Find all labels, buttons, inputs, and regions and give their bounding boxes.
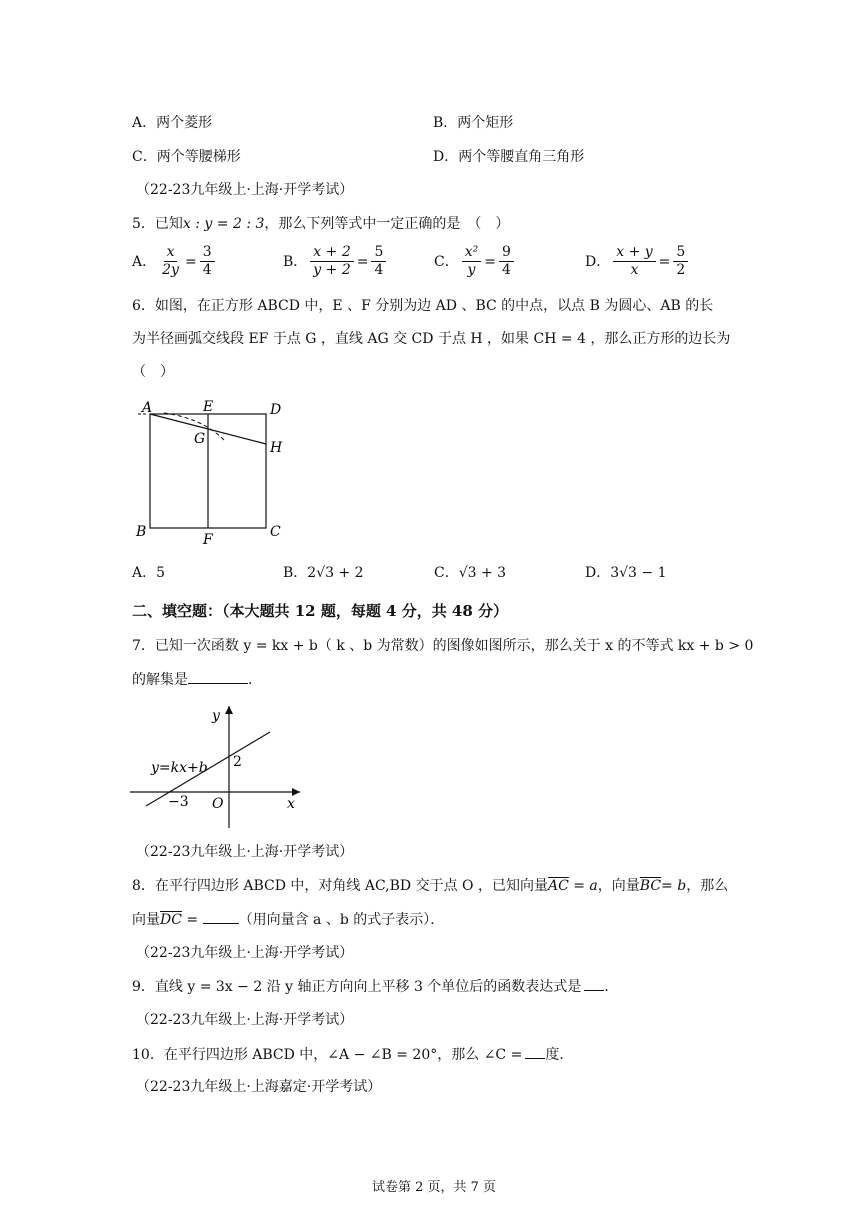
- q4-option-b: B．两个矩形: [433, 115, 514, 131]
- q6-line3: （ ）: [132, 364, 174, 380]
- q9-stem: 9．直线 y = 3x − 2 沿 y 轴正方向向上平移 3 个单位后的函数表达式是 ．: [132, 976, 618, 997]
- q6-square-figure: [132, 396, 302, 546]
- q4-option-d: D．两个等腰直角三角形: [433, 149, 585, 165]
- label-c: C: [270, 524, 281, 540]
- q4-option-c: C．两个等腰梯形: [132, 149, 241, 165]
- label-x: x: [287, 796, 295, 812]
- q5-stem: 5．已知x : y = 2 : 3，那么下列等式中一定正确的是 （ ）: [132, 216, 510, 232]
- q7-line1: 7．已知一次函数 y = kx + b（ k 、b 为常数）的图像如图所示，那么关于 x 的不等式 kx + b > 0: [132, 638, 754, 654]
- q9-source: （22-23九年级上·上海·开学考试）: [136, 1012, 354, 1028]
- label-y: y: [212, 708, 220, 724]
- q4-source: （22-23九年级上·上海·开学考试）: [136, 182, 354, 198]
- y-axis-arrow: [225, 706, 233, 714]
- q5-option-b: B． $\frac{x + 2}{y + 2}$ = $\frac{5}{4}$: [283, 244, 389, 279]
- q5-option-a: A． $\frac{x}{2y}$ = $\frac{3}{4}$: [132, 244, 218, 279]
- q4-option-a: A．两个菱形: [132, 115, 213, 131]
- q6-line2: 为半径画弧交线段 EF 于点 G ，直线 AG 交 CD 于点 H ，如果 CH = 4 ，那么正方形的边长为: [132, 331, 731, 347]
- q10-source: （22-23九年级上·上海嘉定·开学考试）: [136, 1079, 382, 1095]
- q5-option-c: C． $\frac{\text{x²}}{y}$ = $\frac{9}{4}$: [434, 244, 517, 279]
- q8-source: （22-23九年级上·上海·开学考试）: [136, 945, 354, 961]
- q6-option-c: C．√3 + 3: [434, 565, 507, 581]
- q10-answer-blank[interactable]: [525, 1044, 545, 1059]
- page-footer: 试卷第 2 页，共 7 页: [371, 1180, 497, 1195]
- label-origin: O: [212, 796, 224, 812]
- q6-option-b: B．2√3 + 2: [283, 565, 364, 581]
- label-function: y=kx+b: [151, 760, 208, 776]
- q8-line2: 向量$\overline{DC}$ = （用向量含 a 、b 的式子表示）．: [132, 909, 444, 930]
- label-f: F: [203, 532, 213, 546]
- q7-linear-graph: [128, 700, 308, 830]
- q7-source: （22-23九年级上·上海·开学考试）: [136, 844, 354, 860]
- q7-answer-blank[interactable]: [188, 669, 248, 684]
- x-axis-arrow: [292, 788, 300, 796]
- label-h: H: [270, 440, 283, 456]
- section-heading: 二、填空题：（本大题共 12 题，每题 4 分，共 48 分）: [132, 602, 509, 620]
- q5-option-d: D． $\frac{x + y}{x}$ = $\frac{5}{2}$: [585, 244, 691, 279]
- q8-line1: 8．在平行四边形 ABCD 中，对角线 AC,BD 交于点 O ，已知向量$\overline{AC} = a$，向量$\overline{BC}= b$，那么: [132, 878, 729, 894]
- label-a: A: [142, 400, 153, 416]
- label-d: D: [270, 402, 282, 418]
- label-intercept-2: 2: [233, 754, 242, 770]
- q6-line1: 6．如图，在正方形 ABCD 中，E 、F 分别为边 AD 、BC 的中点，以点 B 为圆心、AB 的长: [132, 298, 714, 314]
- label-e: E: [203, 399, 214, 415]
- q10-stem: 10．在平行四边形 ABCD 中，∠A − ∠B = 20°，那么 ∠C = 度．: [132, 1044, 573, 1065]
- label-b: B: [136, 524, 147, 540]
- q6-option-d: D．3√3 − 1: [585, 565, 667, 581]
- q8-answer-blank[interactable]: [203, 909, 239, 924]
- label-root-neg3: −3: [168, 794, 189, 810]
- label-g: G: [194, 431, 206, 447]
- q9-answer-blank[interactable]: [584, 976, 604, 991]
- q7-line2: 的解集是 ．: [132, 669, 262, 690]
- q6-option-a: A．5: [132, 565, 166, 581]
